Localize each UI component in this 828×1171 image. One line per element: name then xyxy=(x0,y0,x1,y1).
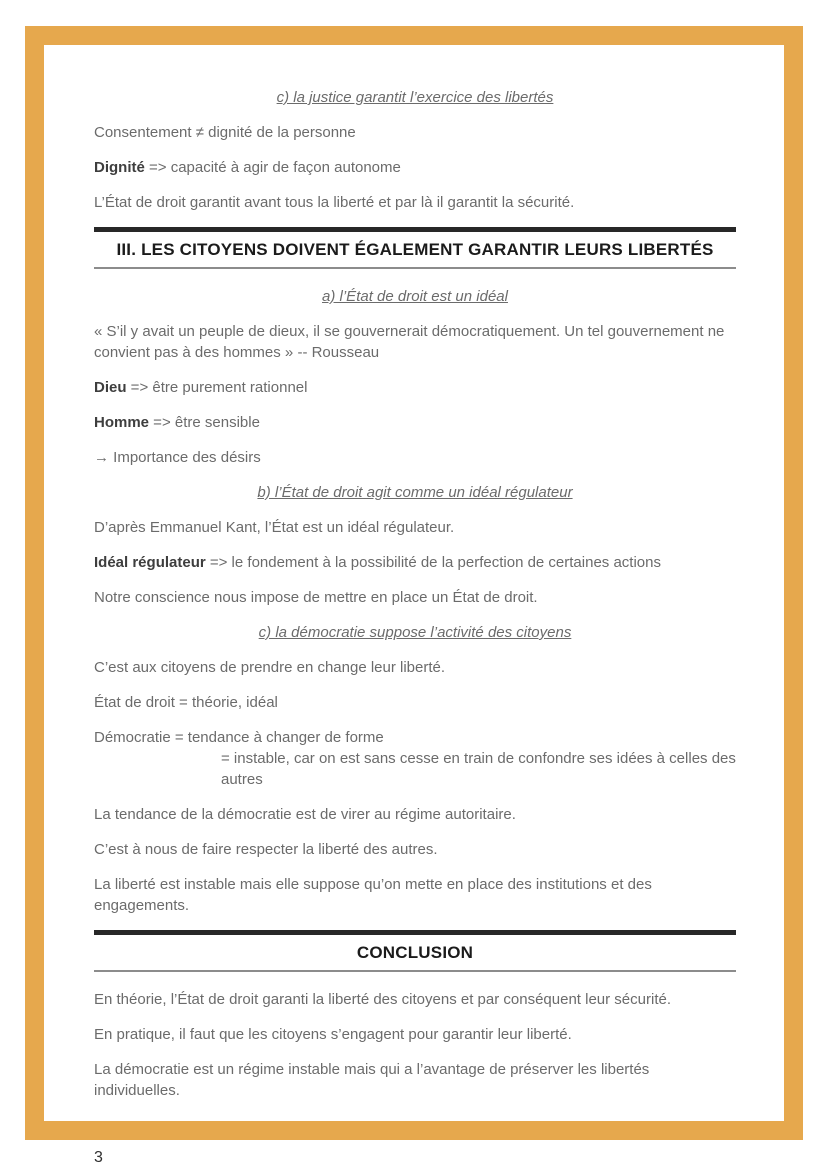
subheading-regulateur: b) l’État de droit agit comme un idéal régulateur xyxy=(257,484,573,501)
arrow-line-desirs: → Importance des désirs xyxy=(94,449,261,466)
definition-dignite xyxy=(94,157,736,178)
section-3-title: III. LES CITOYENS DOIVENT ÉGALEMENT GARANTIR LEURS LIBERTÉS xyxy=(116,240,714,259)
paragraph-citoyens-charge: C’est aux citoyens de prendre en change leur liberté. xyxy=(94,659,446,676)
definition-dieu-rest: => être purement rationnel xyxy=(126,379,308,396)
definition-homme xyxy=(94,412,736,433)
definition-dieu-term: Dieu xyxy=(94,379,127,396)
democratie-line-2: = instable, car on est sans cesse en train de confondre ses idées à celles des autres xyxy=(221,750,736,788)
section-3-header xyxy=(94,227,736,269)
document-content xyxy=(44,45,784,1168)
paragraph-kant: D’après Emmanuel Kant, l’État est un idéal régulateur. xyxy=(94,519,455,536)
subheading-democratie: c) la démocratie suppose l’activité des citoyens xyxy=(258,624,572,641)
subheading-ideal: a) l’État de droit est un idéal xyxy=(322,288,508,305)
definition-dignite-term: Dignité xyxy=(94,159,145,176)
definition-homme-term: Homme xyxy=(94,414,150,431)
democratie-line-1: Démocratie = tendance à changer de forme xyxy=(94,729,384,746)
paragraph-etat-theorie: État de droit = théorie, idéal xyxy=(94,694,278,711)
definition-ideal-regulateur-rest: => le fondement à la possibilité de la perfection de certaines actions xyxy=(205,554,661,571)
paragraph-respecter: C’est à nous de faire respecter la liberté des autres. xyxy=(94,841,438,858)
definition-dignite-rest: => capacité à agir de façon autonome xyxy=(144,159,401,176)
conclusion-paragraph-3: La démocratie est un régime instable mais qui a l’avantage de préserver les libertés individuelles. xyxy=(94,1061,650,1099)
paragraph-conscience: Notre conscience nous impose de mettre en place un État de droit. xyxy=(94,589,538,606)
paragraph-tendance: La tendance de la démocratie est de virer au régime autoritaire. xyxy=(94,806,516,823)
definition-homme-rest: => être sensible xyxy=(149,414,260,431)
subheading-justice: c) la justice garantit l’exercice des libertés xyxy=(276,89,554,106)
page-number: 3 xyxy=(94,1149,103,1166)
conclusion-title: CONCLUSION xyxy=(356,943,474,962)
conclusion-paragraph-2: En pratique, il faut que les citoyens s’engagent pour garantir leur liberté. xyxy=(94,1026,572,1043)
page-border-frame xyxy=(25,26,803,1166)
definition-ideal-regulateur xyxy=(94,552,736,573)
democratie-definition-block xyxy=(94,727,736,790)
conclusion-header xyxy=(94,930,736,972)
definition-dieu xyxy=(94,377,736,398)
paragraph-etat-garantit: L’État de droit garantit avant tous la liberté et par là il garantit la sécurité. xyxy=(94,194,575,211)
definition-ideal-regulateur-term: Idéal régulateur xyxy=(94,554,206,571)
quote-rousseau: « S’il y avait un peuple de dieux, il se gouvernerait démocratiquement. Un tel gouvernement ne convient pas à des hommes » -- Rousseau xyxy=(94,323,725,361)
paragraph-consentement: Consentement ≠ dignité de la personne xyxy=(94,124,356,141)
conclusion-paragraph-1: En théorie, l’État de droit garanti la liberté des citoyens et par conséquent leur sécurité. xyxy=(94,991,671,1008)
paragraph-liberte-instable: La liberté est instable mais elle suppose qu’on mette en place des institutions et des engagements. xyxy=(94,876,652,914)
